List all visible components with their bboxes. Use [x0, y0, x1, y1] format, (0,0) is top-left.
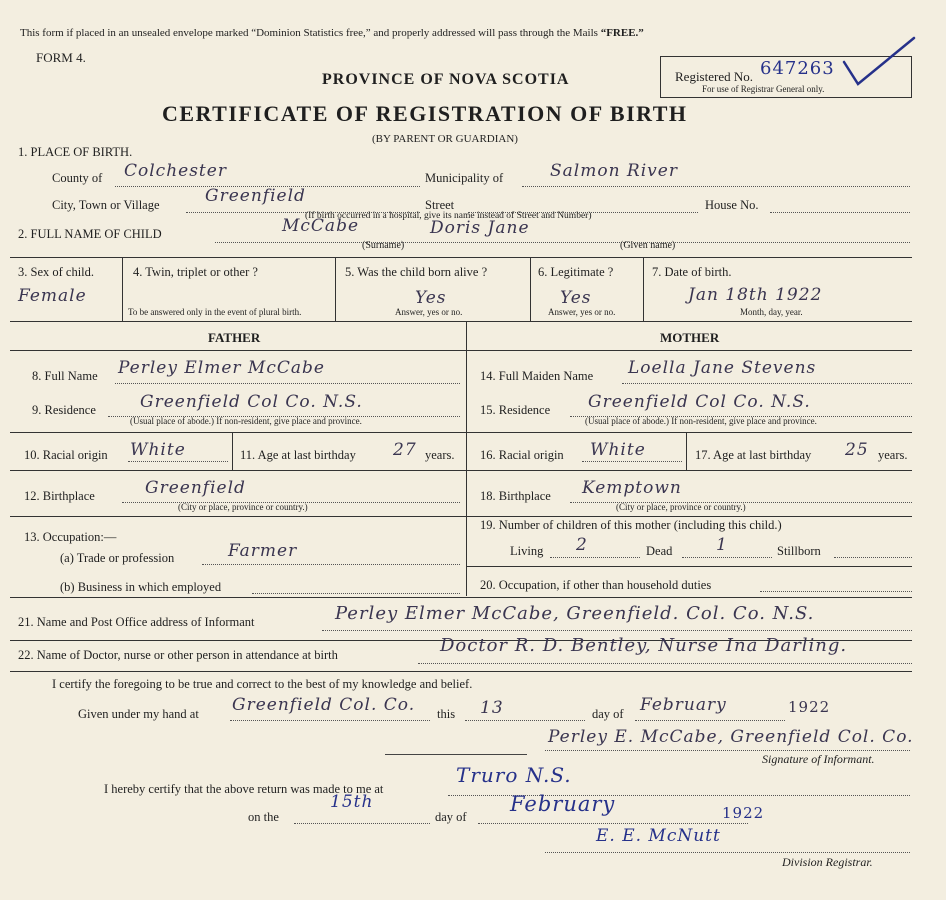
mother-name-line: [622, 383, 912, 384]
mother-living-label: Living: [510, 544, 544, 558]
alive-note: Answer, yes or no.: [395, 307, 463, 317]
rule-father-age: [232, 432, 233, 470]
street-label: Street: [425, 198, 455, 212]
attendant-label: 22. Name of Doctor, nurse or other person in attendance at birth: [18, 648, 338, 662]
rule-v-5: [530, 257, 531, 321]
house-line: [770, 212, 910, 213]
given-day: 13: [480, 698, 504, 718]
mother-birthplace-note: (City or place, province or country.): [616, 502, 746, 512]
rule-father-1: [10, 432, 466, 433]
father-birthplace-label: 12. Birthplace: [24, 489, 95, 503]
checkmark-icon: [840, 34, 920, 94]
rule-mother-age: [686, 432, 687, 470]
house-label: House No.: [705, 198, 759, 212]
rule-top-row3: [10, 257, 912, 258]
legit-value: Yes: [560, 288, 592, 308]
father-age-label: 11. Age at last birthday: [240, 448, 356, 462]
municipality-line: [522, 186, 910, 187]
county-value: Colchester: [124, 161, 227, 181]
registered-label: Registered No.: [675, 69, 753, 84]
informant-value: Perley Elmer McCabe, Greenfield. Col. Co. N.S.: [335, 603, 815, 624]
mother-children-label: 19. Number of children of this mother (including this child.): [480, 518, 782, 532]
mother-stillborn-label: Stillborn: [777, 544, 821, 558]
given-place-line: [230, 720, 430, 721]
rule-mother-2: [466, 470, 912, 471]
mother-birthplace: Kemptown: [582, 478, 682, 498]
rule-father-2: [10, 470, 466, 471]
legit-label: 6. Legitimate ?: [538, 265, 614, 279]
informant-label: 21. Name and Post Office address of Informant: [18, 615, 255, 629]
child-name-line: [215, 242, 910, 243]
certificate-subtitle: (BY PARENT OR GUARDIAN): [372, 133, 518, 145]
father-residence-label: 9. Residence: [32, 403, 96, 417]
father-name-label: 8. Full Name: [32, 369, 98, 383]
date-label: 7. Date of birth.: [652, 265, 732, 279]
informant-signature-caption: Signature of Informant.: [762, 752, 875, 766]
mother-heading: MOTHER: [660, 330, 720, 345]
registrar-caption: Division Registrar.: [782, 855, 873, 869]
father-residence: Greenfield Col Co. N.S.: [140, 392, 363, 412]
municipality-label: Municipality of: [425, 171, 504, 185]
hospital-note: (If birth occurred in a hospital, give its name instead of Street and Number): [305, 211, 592, 221]
place-of-birth-heading: 1. PLACE OF BIRTH.: [18, 145, 133, 159]
mail-note: [20, 28, 644, 39]
given-caption: (Given name): [620, 240, 676, 251]
rule-v-3: [122, 257, 123, 321]
city-value: Greenfield: [205, 186, 306, 206]
child-name-label: 2. FULL NAME OF CHILD: [18, 227, 162, 241]
registrar-signature: E. E. McNutt: [596, 826, 721, 846]
municipality-value: Salmon River: [550, 161, 678, 181]
father-residence-note: (Usual place of abode.) If non-resident, give place and province.: [130, 416, 362, 426]
county-label: County of: [52, 171, 103, 185]
rule-heading: [10, 350, 912, 351]
mother-dead-label: Dead: [646, 544, 673, 558]
rule-sign-left: [385, 754, 527, 755]
date-note: Month, day, year.: [740, 307, 803, 317]
given-label: Given under my hand at: [78, 707, 199, 721]
mother-occupation-line: [760, 591, 912, 592]
mother-age: 25: [845, 440, 869, 460]
father-racial: White: [130, 440, 186, 460]
father-birthplace: Greenfield: [145, 478, 246, 498]
rule-mother-3: [466, 516, 912, 517]
certificate-title: CERTIFICATE OF REGISTRATION OF BIRTH: [162, 101, 688, 126]
father-name: Perley Elmer McCabe: [118, 358, 325, 378]
mother-occupation-label: 20. Occupation, if other than household duties: [480, 578, 712, 592]
given-month-line: [635, 720, 785, 721]
province-title: PROVINCE OF NOVA SCOTIA: [322, 71, 570, 88]
twin-label: 4. Twin, triplet or other ?: [133, 265, 258, 279]
attendant-line: [418, 663, 912, 664]
mother-residence-label: 15. Residence: [480, 403, 551, 417]
rule-attendant: [10, 671, 912, 672]
child-surname: McCabe: [282, 216, 360, 236]
sex-value: Female: [18, 286, 87, 306]
mother-name-label: 14. Full Maiden Name: [480, 369, 594, 383]
legit-note: Answer, yes or no.: [548, 307, 616, 317]
father-years: years.: [425, 448, 455, 462]
father-name-line: [115, 383, 460, 384]
mother-residence: Greenfield Col Co. N.S.: [588, 392, 811, 412]
mother-stillborn-line: [834, 557, 912, 558]
father-racial-line: [128, 461, 228, 462]
given-day-line: [465, 720, 585, 721]
mail-note-text: This form if placed in an unsealed envelope marked “Dominion Statistics free,” and properly addressed will pass through the Mails: [20, 27, 601, 39]
registrar-place: Truro N.S.: [456, 763, 572, 787]
rule-v-6: [643, 257, 644, 321]
certify-statement: I certify the foregoing to be true and correct to the best of my knowledge and belief.: [52, 677, 473, 691]
rule-bottom-row3: [10, 321, 912, 322]
informant-signature-line: [545, 750, 910, 751]
city-label: City, Town or Village: [52, 198, 160, 212]
mother-dead-line: [682, 557, 772, 558]
mother-racial: White: [590, 440, 646, 460]
given-place: Greenfield Col. Co.: [232, 695, 416, 715]
alive-label: 5. Was the child born alive ?: [345, 265, 488, 279]
informant-line: [322, 630, 912, 631]
registrar-on-label: on the: [248, 810, 279, 824]
mother-dead: 1: [716, 535, 728, 555]
rule-center: [466, 321, 467, 596]
father-trade-line: [202, 564, 460, 565]
registrar-statement: I hereby certify that the above return was made to me at: [104, 782, 384, 796]
registrar-month-line: [478, 823, 748, 824]
registrar-note: For use of Registrar General only.: [702, 84, 825, 94]
day-of-label: day of: [592, 707, 624, 721]
mother-years: years.: [878, 448, 908, 462]
form-number: FORM 4.: [36, 50, 86, 65]
rule-father-3: [10, 516, 466, 517]
registrar-signature-line: [545, 852, 910, 853]
father-business-line: [252, 593, 460, 594]
mother-birthplace-label: 18. Birthplace: [480, 489, 551, 503]
rule-v-4: [335, 257, 336, 321]
father-occupation-label: 13. Occupation:—: [24, 530, 117, 544]
father-heading: FATHER: [208, 330, 261, 345]
registrar-month: February: [510, 792, 616, 816]
given-year: 1922: [788, 698, 831, 716]
surname-caption: (Surname): [362, 240, 405, 251]
mother-racial-label: 16. Racial origin: [480, 448, 564, 462]
mother-residence-note: (Usual place of abode.) If non-resident, give place and province.: [585, 416, 817, 426]
father-age: 27: [393, 440, 417, 460]
father-business-label: (b) Business in which employed: [60, 580, 222, 594]
mother-living: 2: [576, 535, 588, 555]
father-trade-label: (a) Trade or profession: [60, 551, 175, 565]
father-birthplace-note: (City or place, province or country.): [178, 502, 308, 512]
date-value: Jan 18th 1922: [688, 285, 823, 305]
mother-living-line: [550, 557, 640, 558]
registered-number: 647263: [760, 58, 835, 79]
father-trade: Farmer: [228, 541, 298, 561]
mother-age-label: 17. Age at last birthday: [695, 448, 812, 462]
informant-signature: Perley E. McCabe, Greenfield Col. Co.: [548, 727, 914, 747]
attendant-value: Doctor R. D. Bentley, Nurse Ina Darling.: [440, 635, 848, 656]
mail-note-free: “FREE.”: [600, 27, 644, 39]
twin-note: To be answered only in the event of plural birth.: [128, 307, 302, 317]
mother-name: Loella Jane Stevens: [628, 358, 817, 378]
given-month: February: [640, 695, 727, 715]
mother-racial-line: [582, 461, 682, 462]
rule-mother-4: [466, 566, 912, 567]
rule-mother-1: [466, 432, 912, 433]
rule-bottom-parents: [10, 597, 912, 598]
registrar-day-line: [294, 823, 430, 824]
this-label: this: [437, 707, 456, 721]
registrar-day: 15th: [330, 792, 374, 812]
sex-label: 3. Sex of child.: [18, 265, 95, 279]
registrar-year: 1922: [722, 804, 765, 822]
alive-value: Yes: [415, 288, 447, 308]
registrar-day-of-label: day of: [435, 810, 467, 824]
child-given-names: Doris Jane: [430, 218, 530, 238]
father-racial-label: 10. Racial origin: [24, 448, 108, 462]
